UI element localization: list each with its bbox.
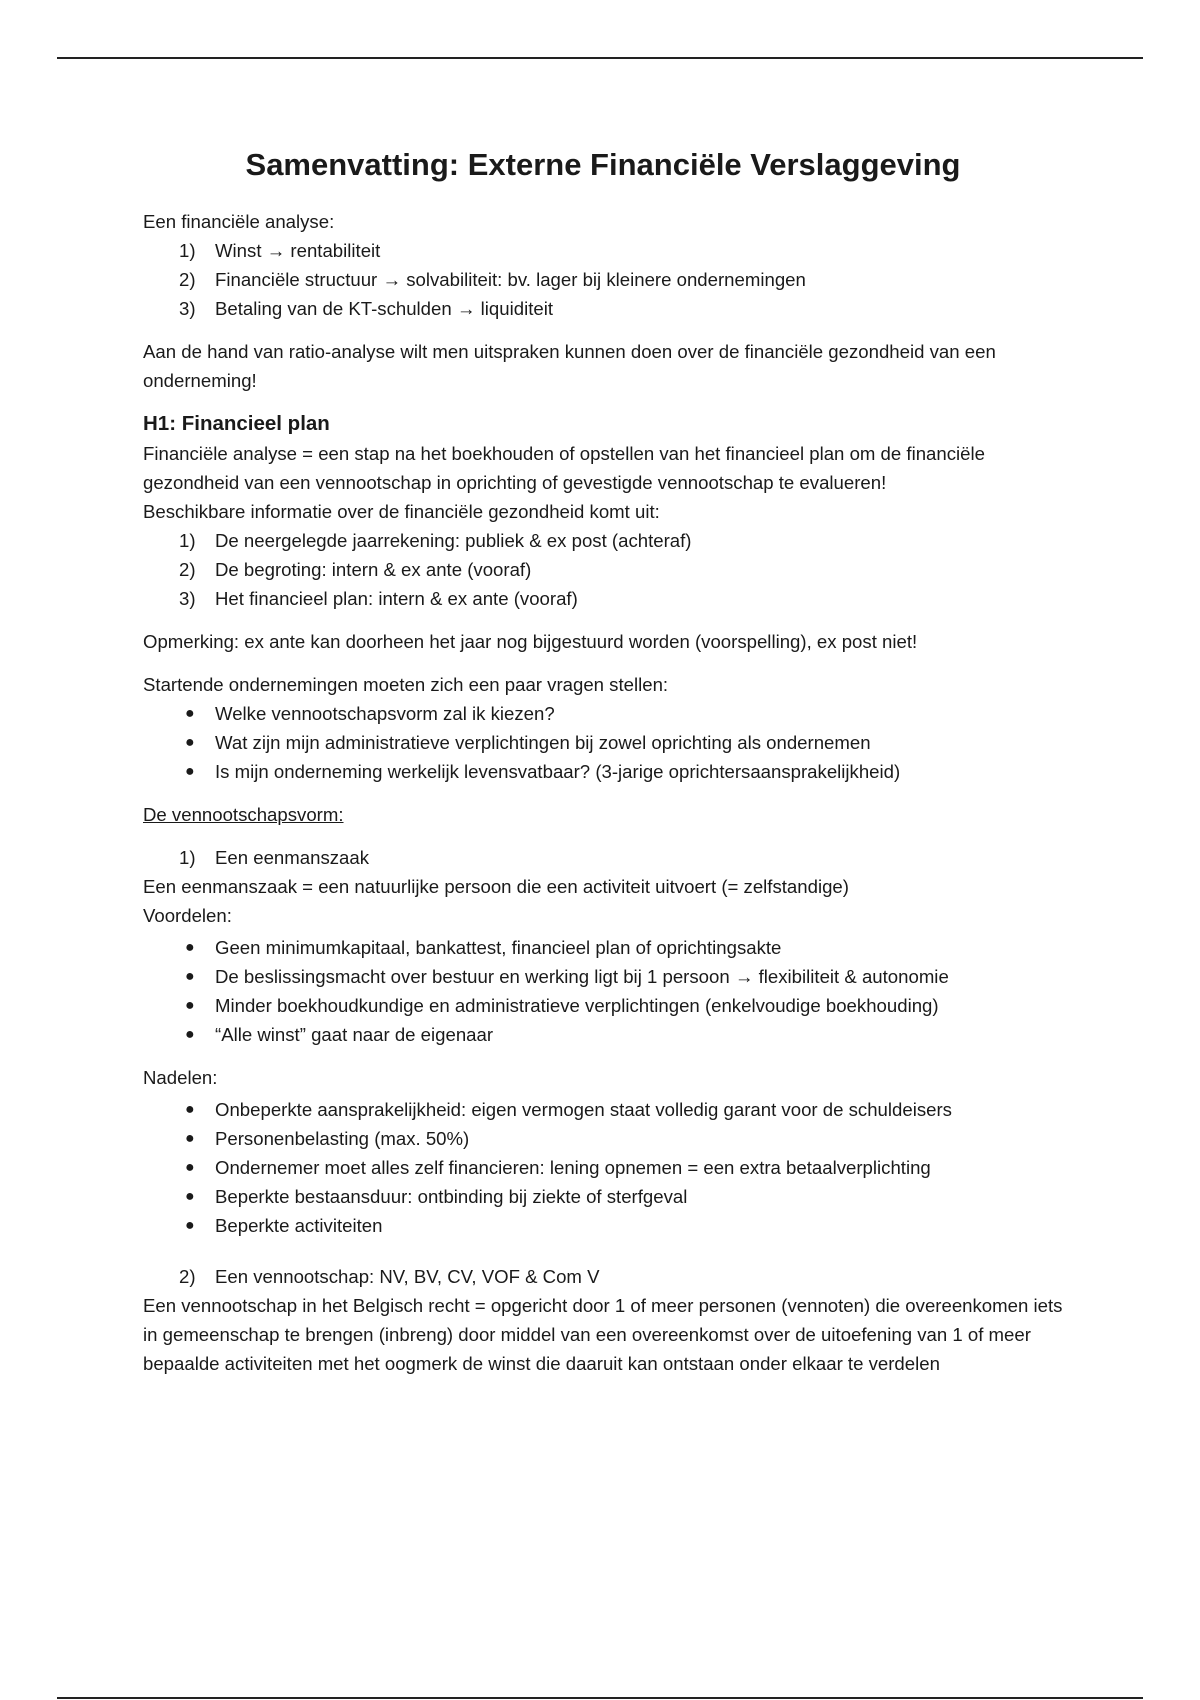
company-heading-list [143,1262,1073,1291]
list-item: ● Welke vennootschapsvorm zal ik kiezen? [143,699,1073,728]
info-list [143,526,1073,613]
page-title: Samenvatting: Externe Financiële Verslaggeving [245,147,961,182]
cons-list [143,1095,1073,1240]
arrow-icon: → [382,269,402,290]
cons-label: Nadelen: [143,1067,218,1088]
list-item: ● “Alle winst” gaat naar de eigenaar [143,1020,1073,1049]
list-item: ● Wat zijn mijn administratieve verplichtingen bij zowel oprichting als ondernemen [143,728,1073,757]
list-item: ● Ondernemer moet alles zelf financieren: lening opnemen = een extra betaalverplichting [143,1153,1073,1182]
intro-list [143,236,1073,323]
sole-heading-list [143,843,1073,872]
list-number: 2) [179,559,196,580]
list-item: ● Beperkte bestaansduur: ontbinding bij ziekte of sterfgeval [143,1182,1073,1211]
definition-paragraph: Financiële analyse = een stap na het boekhouden of opstellen van het financieel plan om de financiële gezondheid van een vennootschap in oprichting of gevestigde vennootschap te evalueren! [143,443,985,493]
bullet-icon: ● [185,1217,195,1234]
list-item: 2) De begroting: intern & ex ante (vooraf) [143,555,1073,584]
bullet-icon: ● [185,1159,195,1176]
list-item: 1) De neergelegde jaarrekening: publiek & ex post (achteraf) [143,526,1073,555]
list-number: 1) [179,240,196,261]
pros-label: Voordelen: [143,905,232,926]
list-number: 2) [179,1266,196,1287]
list-item: ● Is mijn onderneming werkelijk levensvatbaar? (3-jarige oprichtersaansprakelijkheid) [143,757,1073,786]
list-item: ● Onbeperkte aansprakelijkheid: eigen vermogen staat volledig garant voor de schuldeisers [143,1095,1073,1124]
list-item: 3) Betaling van de KT-schulden → liquiditeit [143,294,1073,323]
top-rule [57,57,1143,59]
bullet-icon: ● [185,939,195,956]
bullet-icon: ● [185,763,195,780]
bullet-icon: ● [185,1188,195,1205]
list-item: ● Personenbelasting (max. 50%) [143,1124,1073,1153]
list-item: ● Beperkte activiteiten [143,1211,1073,1240]
list-number: 3) [179,588,196,609]
list-item: 1) Een eenmanszaak [143,843,1073,872]
list-item: ● De beslissingsmacht over bestuur en werking ligt bij 1 persoon → flexibiliteit & autonomie [143,962,1073,991]
subsection-heading: De vennootschapsvorm: [143,804,344,825]
intro-lead: Een financiële analyse: [143,211,335,232]
start-lead: Startende ondernemingen moeten zich een paar vragen stellen: [143,674,669,695]
bullet-icon: ● [185,1130,195,1147]
bullet-icon: ● [185,734,195,751]
pros-list [143,933,1073,1049]
list-number: 1) [179,530,196,551]
bullet-icon: ● [185,997,195,1014]
list-number: 3) [179,298,196,319]
list-number: 2) [179,269,196,290]
remark-paragraph: Opmerking: ex ante kan doorheen het jaar nog bijgestuurd worden (voorspelling), ex post niet! [143,631,918,652]
ratio-paragraph: Aan de hand van ratio-analyse wilt men uitspraken kunnen doen over de financiële gezondheid van een onderneming! [143,341,996,391]
arrow-icon: → [456,298,476,319]
list-item: ● Minder boekhoudkundige en administratieve verplichtingen (enkelvoudige boekhouding) [143,991,1073,1020]
list-item: 1) Winst → rentabiliteit [143,236,1073,265]
document-body [143,140,1073,1378]
section-heading: H1: Financieel plan [143,412,330,435]
company-definition: Een vennootschap in het Belgisch recht = opgericht door 1 of meer personen (vennoten) die overeenkomen iets in gemeenschap te brengen (inbreng) door middel van een overeenkomst over de uitoefening van 1 of meer bepaalde activiteiten met het oogmerk de winst die daaruit kan ontstaan onder elkaar te verdelen [143,1295,1063,1374]
list-item: 2) Financiële structuur → solvabiliteit: bv. lager bij kleinere ondernemingen [143,265,1073,294]
list-item: 3) Het financieel plan: intern & ex ante (vooraf) [143,584,1073,613]
bullet-icon: ● [185,1101,195,1118]
bullet-icon: ● [185,968,195,985]
bottom-rule [57,1697,1143,1699]
list-item: ● Geen minimumkapitaal, bankattest, financieel plan of oprichtingsakte [143,933,1073,962]
questions-list [143,699,1073,786]
info-lead: Beschikbare informatie over de financiële gezondheid komt uit: [143,501,660,522]
list-number: 1) [179,847,196,868]
arrow-icon: → [266,240,286,261]
sole-definition: Een eenmanszaak = een natuurlijke persoon die een activiteit uitvoert (= zelfstandige) [143,876,849,897]
list-item: 2) Een vennootschap: NV, BV, CV, VOF & Com V [143,1262,1073,1291]
bullet-icon: ● [185,705,195,722]
bullet-icon: ● [185,1026,195,1043]
